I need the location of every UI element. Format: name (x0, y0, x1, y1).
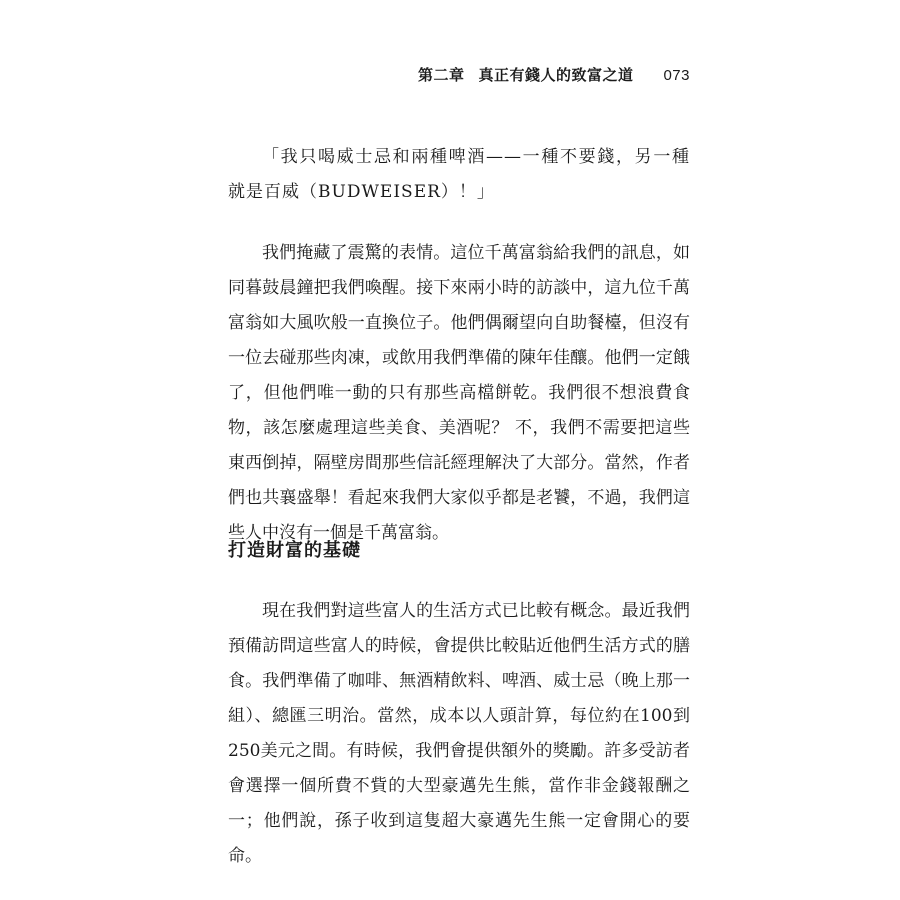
page-number: 073 (663, 67, 690, 84)
chapter-title: 真正有錢人的致富之道 (478, 66, 634, 84)
body-paragraph: 我們掩藏了震驚的表情。這位千萬富翁給我們的訊息，如同暮鼓晨鐘把我們喚醒。接下來兩小時的訪談中，這九位千萬富翁如大風吹般一直換位子。他們偶爾望向自助餐檯，但沒有一位去碰那些肉凍，或飲用我們準備的陳年佳釀。他們一定餓了，但他們唯一動的只有那些高檔餅乾。我們很不想浪費食物，該怎麼處理這些美食、美酒呢？ 不，我們不需要把這些東西倒掉，隔壁房間那些信託經理解決了大部分。當然，作者們也共襄盛舉！看起來我們大家似乎都是老饕，不過，我們這些人中沒有一個是千萬富翁。 (228, 243, 690, 543)
body-paragraph: 現在我們對這些富人的生活方式已比較有概念。最近我們預備訪問這些富人的時候，會提供比較貼近他們生活方式的膳食。我們準備了咖啡、無酒精飲料、啤酒、威士忌（晚上那一組）、總匯三明治。當然，成本以人頭計算，每位約在100到250美元之間。有時候，我們會提供額外的獎勵。許多受訪者會選擇一個所費不貲的大型豪邁先生熊，當作非金錢報酬之一；他們說，孫子收到這隻超大豪邁先生熊一定會開心的要命。 (228, 601, 690, 866)
section-heading: 打造財富的基礎 (228, 540, 361, 561)
chapter-label: 第二章 (417, 66, 465, 84)
quote-paragraph: 「我只喝威士忌和兩種啤酒——一種不要錢，另一種就是百威（BUDWEISER）！」 (228, 147, 690, 202)
running-header (418, 64, 690, 85)
